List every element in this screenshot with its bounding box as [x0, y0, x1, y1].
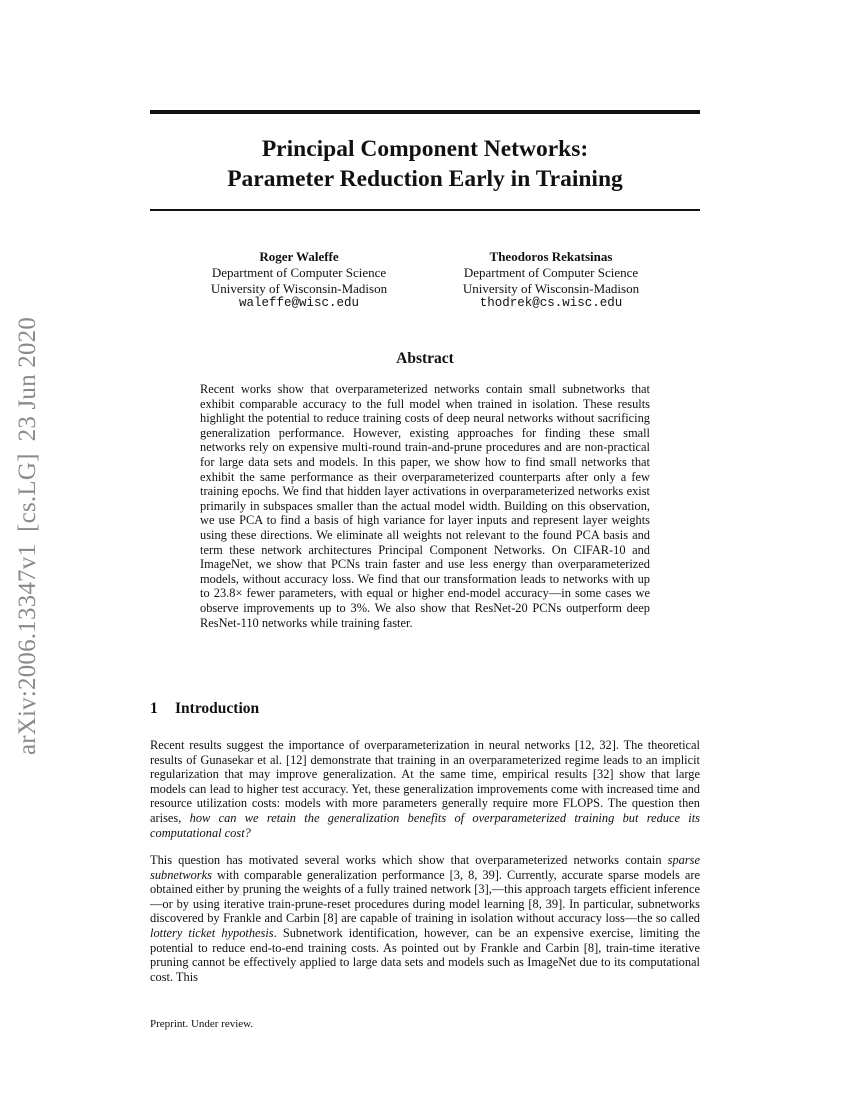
footer-note: Preprint. Under review. — [150, 1018, 254, 1030]
author-department: Department of Computer Science — [463, 264, 639, 280]
paper-title — [150, 134, 700, 194]
arxiv-category: [cs.LG] — [14, 453, 41, 532]
intro-p1-text: Recent results suggest the importance of overparameterization in neural networks [12, 32]. The theoretical results of Gunasekar et al. [12] demonstrate that training in an overparameterized regime leads to an implicit regularization that may improve generalization. At the same time, empirical results [32] show that large models can lead to higher test accuracy. Yet, these generalization improvements come with increased time and resource utilization costs: models with more parameters generally require more FLOPS. The question then arises, — [150, 738, 700, 825]
author-department: Department of Computer Science — [211, 264, 387, 280]
arxiv-id: arXiv:2006.13347v1 — [14, 543, 41, 756]
author-name: Theodoros Rekatsinas — [489, 249, 613, 264]
intro-paragraph-1 — [150, 738, 700, 840]
section-heading-introduction — [150, 700, 700, 718]
intro-p2-italic-sparse-subnetworks: sparse subnetworks — [150, 853, 700, 882]
author-email: waleffe@wisc.edu — [238, 296, 360, 311]
intro-p2-text-b: with comparable generalization performance [3, 8, 39]. Currently, accurate sparse models are obtained either by pruning the weights of a fully trained network [3],—this approach targets efficient inference—or by using iterative train-prune-reset procedures during model learning [8, 39]. In particular, subnetworks discovered by Frankle and Carbin [8] are capable of training in isolation without accuracy loss—the so called — [150, 867, 700, 926]
paper-title-line-2: Parameter Reduction Early in Training — [227, 166, 623, 192]
section-number: 1 — [150, 700, 158, 717]
section-title: Introduction — [175, 700, 260, 717]
title-top-rule — [150, 110, 700, 114]
intro-p2-italic-lottery-ticket: lottery ticket hypothesis — [150, 925, 274, 940]
author-block-2 — [421, 249, 681, 312]
author-block-1 — [169, 249, 429, 312]
author-university: University of Wisconsin-Madison — [462, 280, 640, 296]
abstract-body: Recent works show that overparameterized networks contain small subnetworks that exhibit comparable accuracy to the full model when trained in isolation. These results highlight the potential to reduce training costs of deep neural networks without sacrificing generalization performance. However, existing approaches for finding these small networks rely on expensive multi-round train-and-prune procedures and are non-practical for large data sets and models. In this paper, we show how to find small networks that exhibit the same performance as their overparameterized counterparts after only a few training epochs. We find that hidden layer activations in overparameterized networks exist primarily in subspaces smaller than the actual model width. Building on this observation, we use PCA to find a basis of high variance for layer inputs and represent layer weights using these directions. We eliminate all weights not relevant to the found PCA basis and term these network architectures Principal Component Networks. On CIFAR-10 and ImageNet, we show that PCNs train faster and use less energy than overparameterized models, without accuracy loss. We find that our transformation leads to networks with up to 23.8× fewer parameters, with equal or higher end-model accuracy—in some cases we observe improvements up to 3%. We also show that ResNet-20 PCNs outperform deep ResNet-110 networks while training faster. — [200, 382, 650, 630]
paper-title-line-1: Principal Component Networks: — [261, 136, 589, 162]
author-university: University of Wisconsin-Madison — [210, 280, 388, 296]
intro-p2-text-a: This question has motivated several works which show that overparameterized networks contain — [150, 853, 668, 867]
intro-paragraph-2 — [150, 853, 700, 984]
author-name: Roger Waleffe — [259, 249, 339, 264]
title-bottom-rule — [150, 209, 700, 211]
abstract-heading: Abstract — [396, 350, 454, 367]
intro-p1-italic-question: how can we retain the generalization benefits of overparameterized training but reduce its computational cost? — [150, 810, 700, 840]
arxiv-date: 23 Jun 2020 — [14, 316, 41, 442]
intro-p2-text-c: . Subnetwork identification, however, can be an expensive exercise, limiting the potential to reduce end-to-end training costs. As pointed out by Frankle and Carbin [8], train-time iterative pruning cannot be effectively applied to large data sets and models such as ImageNet due to its computational cost. This — [150, 925, 700, 984]
author-email: thodrek@cs.wisc.edu — [479, 296, 623, 311]
